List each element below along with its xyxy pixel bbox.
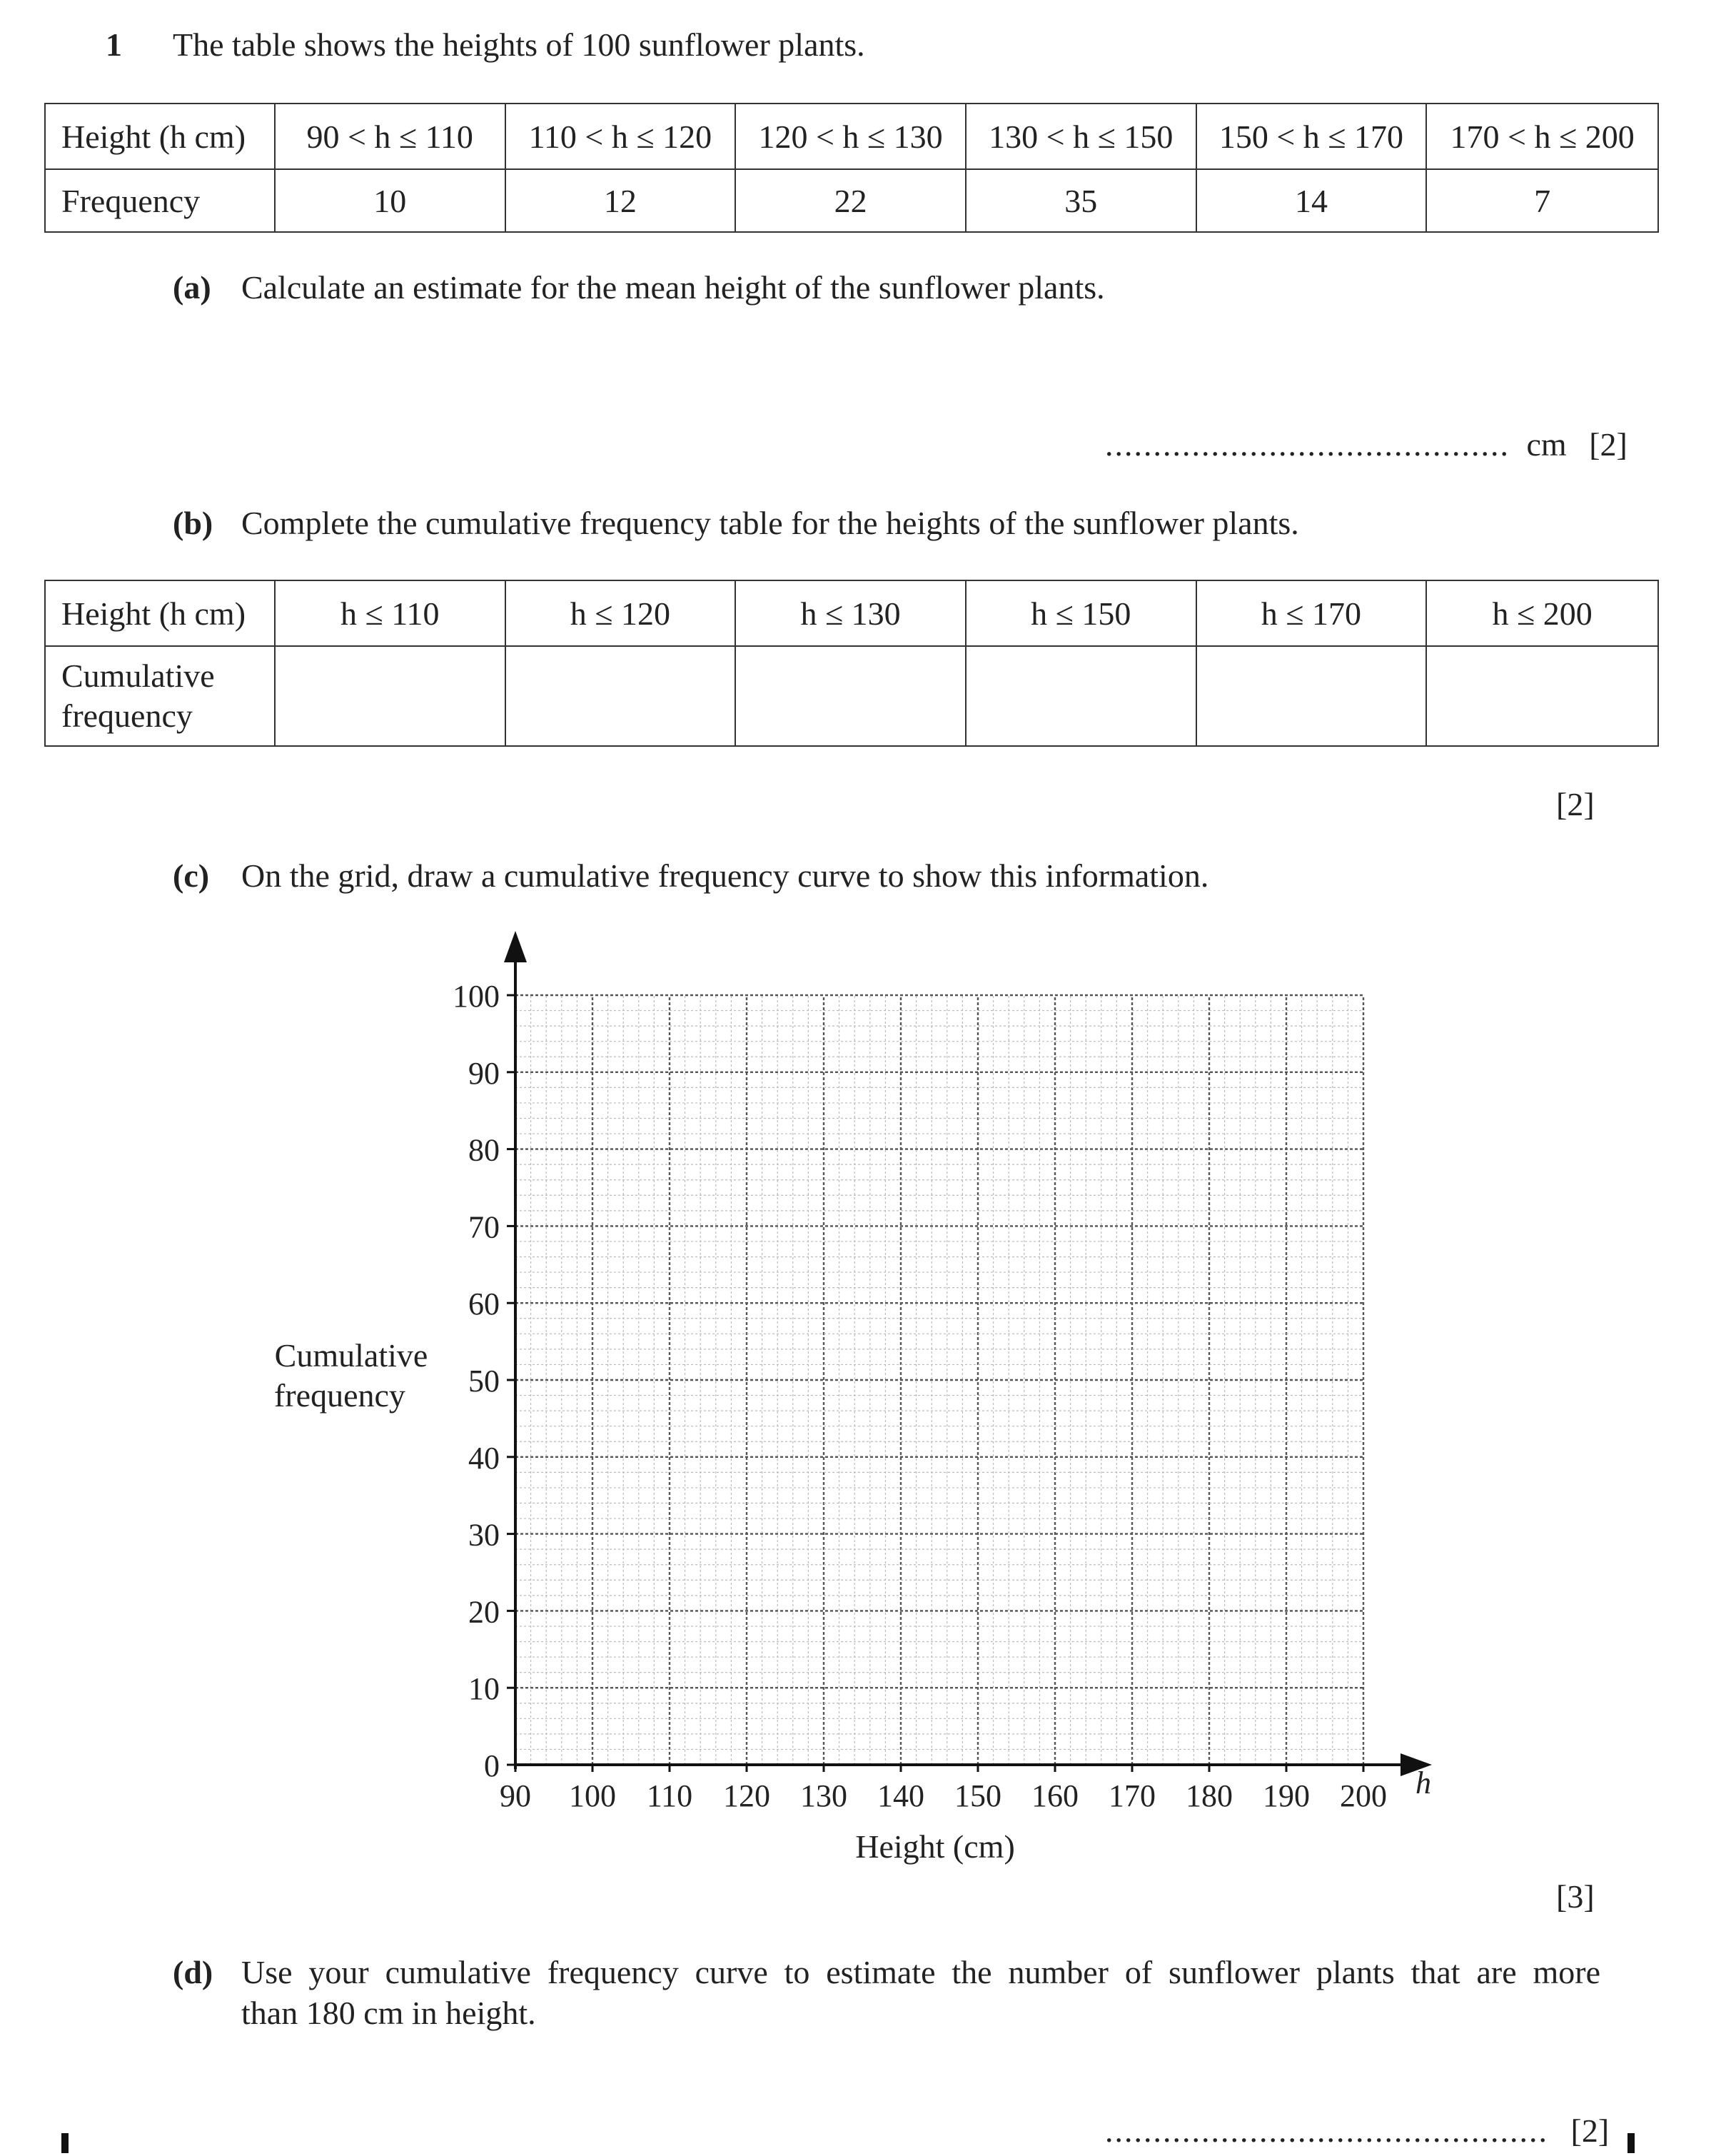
x-tick-label: 160 <box>1031 1778 1079 1813</box>
interval-cell: 110 < h ≤ 120 <box>505 104 736 169</box>
x-axis-symbol: h <box>1415 1765 1431 1800</box>
part-d-text-line1: Use your cumulative frequency curve to estimate the number of sunflower plants that are more <box>241 1954 1600 1990</box>
x-tick-label: 170 <box>1109 1778 1156 1813</box>
interval-cell: 130 < h ≤ 150 <box>966 104 1196 169</box>
part-d-label: (d) <box>173 1954 213 1990</box>
x-tick-label: 100 <box>569 1778 616 1813</box>
page-corner-mark <box>61 2133 69 2153</box>
y-tick-label: 30 <box>468 1517 500 1553</box>
bound-cell: h ≤ 200 <box>1426 580 1658 646</box>
height-row-label: Height (h cm) <box>45 580 275 646</box>
frequency-cell: 14 <box>1196 169 1427 232</box>
part-d <box>173 1953 1600 2032</box>
frequency-cell: 12 <box>505 169 736 232</box>
frequency-cell: 10 <box>275 169 505 232</box>
part-b-label: (b) <box>173 505 213 541</box>
answer-dots: .......................................... <box>1105 426 1510 463</box>
y-tick-label: 20 <box>468 1594 500 1630</box>
y-tick-label: 70 <box>468 1209 500 1245</box>
part-c-marks: [3] <box>1556 1878 1595 1915</box>
x-tick-label: 110 <box>646 1778 693 1813</box>
y-axis-label-line1: Cumulative <box>274 1337 428 1374</box>
bound-cell: h ≤ 120 <box>505 580 736 646</box>
y-tick-label: 40 <box>468 1440 500 1476</box>
x-axis-label: Height (cm) <box>855 1828 1015 1865</box>
interval-cell: 120 < h ≤ 130 <box>735 104 966 169</box>
x-tick-label: 130 <box>800 1778 847 1813</box>
y-tick-label: 100 <box>453 979 500 1014</box>
x-tick-label: 180 <box>1186 1778 1233 1813</box>
question-number: 1 <box>106 26 122 63</box>
part-c-label: (c) <box>173 857 210 894</box>
part-a-label: (a) <box>173 269 211 306</box>
y-axis-arrow <box>504 931 527 962</box>
bound-cell: h ≤ 130 <box>735 580 966 646</box>
bound-cell: h ≤ 170 <box>1196 580 1427 646</box>
interval-cell: 150 < h ≤ 170 <box>1196 104 1427 169</box>
part-b-text: Complete the cumulative frequency table for the heights of the sunflower plants. <box>241 505 1299 541</box>
y-tick-label: 60 <box>468 1286 500 1322</box>
interval-cell: 170 < h ≤ 200 <box>1426 104 1658 169</box>
height-row-label: Height (h cm) <box>45 104 275 169</box>
cf-label-line2: frequency <box>61 697 193 734</box>
cf-label-line1: Cumulative <box>61 658 215 694</box>
part-d-answer-line[interactable] <box>1105 2112 1609 2150</box>
bound-cell: h ≤ 150 <box>966 580 1196 646</box>
marks: [2] <box>1589 426 1627 463</box>
x-tick-label: 200 <box>1340 1778 1387 1813</box>
answer-dots: .............................................. <box>1105 2112 1548 2149</box>
y-tick-label: 10 <box>468 1671 500 1707</box>
x-tick-label: 90 <box>500 1778 531 1813</box>
unit-label: cm <box>1526 426 1567 463</box>
y-axis-label-line2: frequency <box>274 1377 405 1414</box>
marks: [2] <box>1570 2112 1610 2149</box>
frequency-cell: 35 <box>966 169 1196 232</box>
part-a-text: Calculate an estimate for the mean height of the sunflower plants. <box>241 269 1105 306</box>
part-c-text: On the grid, draw a cumulative frequency curve to show this information. <box>241 857 1209 894</box>
y-tick-label: 50 <box>468 1364 500 1399</box>
frequency-row-label: Frequency <box>45 169 275 232</box>
y-tick-label: 90 <box>468 1055 500 1091</box>
x-tick-label: 120 <box>723 1778 770 1813</box>
x-tick-label: 140 <box>877 1778 924 1813</box>
part-b-marks: [2] <box>1556 786 1595 822</box>
interval-cell: 90 < h ≤ 110 <box>275 104 505 169</box>
page-corner-mark <box>1627 2133 1635 2153</box>
y-tick-label: 80 <box>468 1132 500 1168</box>
question-intro: The table shows the heights of 100 sunflower plants. <box>173 26 865 63</box>
part-d-text-line2: than 180 cm in height. <box>241 1995 536 2031</box>
y-tick-label: 0 <box>484 1748 500 1783</box>
x-tick-label: 190 <box>1263 1778 1310 1813</box>
frequency-cell: 7 <box>1426 169 1658 232</box>
frequency-cell: 22 <box>735 169 966 232</box>
x-tick-label: 150 <box>954 1778 1001 1813</box>
bound-cell: h ≤ 110 <box>275 580 505 646</box>
